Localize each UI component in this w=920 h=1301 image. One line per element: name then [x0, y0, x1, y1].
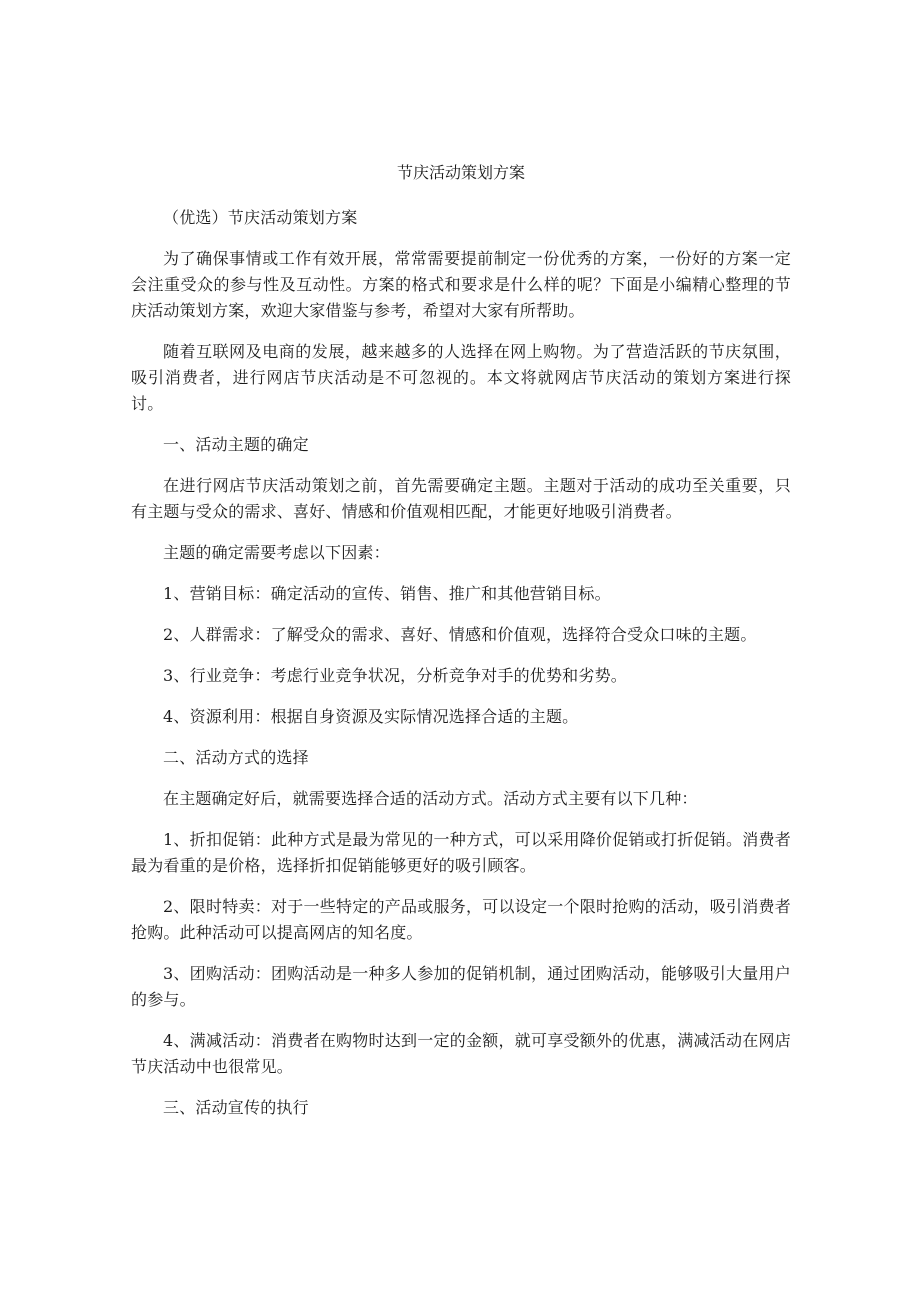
list-item: 3、行业竞争：考虑行业竞争状况，分析竞争对手的优势和劣势。: [163, 666, 627, 685]
intro-paragraph: 为了确保事情或工作有效开展，常常需要提前制定一份优秀的方案，一份好的方案一定会注重受众的参与性及互动性。方案的格式和要求是什么样的呢？下面是小编精心整理的节庆活动策划方案，欢迎大家借鉴与参考，希望对大家有所帮助。: [131, 249, 791, 320]
list-item: 4、资源利用：根据自身资源及实际情况选择合适的主题。: [163, 707, 579, 726]
list-item: 4、满减活动：消费者在购物时达到一定的金额，就可享受额外的优惠，满减活动在网店节庆活动中也很常见。: [131, 1031, 791, 1076]
section-heading-method: 二、活动方式的选择: [163, 748, 309, 767]
list-item: 1、折扣促销：此种方式是最为常见的一种方式，可以采用降价促销或打折促销。消费者最为看重的是价格，选择折扣促销能够更好的吸引顾客。: [131, 830, 791, 875]
section-heading-promotion: 三、活动宣传的执行: [163, 1098, 309, 1117]
background-paragraph: 随着互联网及电商的发展，越来越多的人选择在网上购物。为了营造活跃的节庆氛围，吸引消费者，进行网店节庆活动是不可忽视的。本文将就网店节庆活动的策划方案进行探讨。: [131, 342, 791, 413]
theme-paragraph: 在进行网店节庆活动策划之前，首先需要确定主题。主题对于活动的成功至关重要，只有主题与受众的需求、喜好、情感和价值观相匹配，才能更好地吸引消费者。: [131, 476, 791, 521]
list-item: 2、限时特卖：对于一些特定的产品或服务，可以设定一个限时抢购的活动，吸引消费者抢购。此种活动可以提高网店的知名度。: [131, 897, 791, 942]
document-title: 节庆活动策划方案: [396, 163, 525, 182]
list-item: 3、团购活动：团购活动是一种多人参加的促销机制，通过团购活动，能够吸引大量用户的参与。: [131, 964, 791, 1009]
document-page: [131, 160, 791, 1136]
list-item: 2、人群需求：了解受众的需求、喜好、情感和价值观，选择符合受众口味的主题。: [163, 625, 757, 644]
list-item: 1、营销目标：确定活动的宣传、销售、推广和其他营销目标。: [163, 584, 611, 603]
theme-factors-intro: 主题的确定需要考虑以下因素：: [163, 543, 390, 562]
method-intro-paragraph: 在主题确定好后，就需要选择合适的活动方式。活动方式主要有以下几种：: [163, 789, 698, 808]
subtitle-paragraph: （优选）节庆活动策划方案: [163, 208, 358, 227]
section-heading-theme: 一、活动主题的确定: [163, 435, 309, 454]
